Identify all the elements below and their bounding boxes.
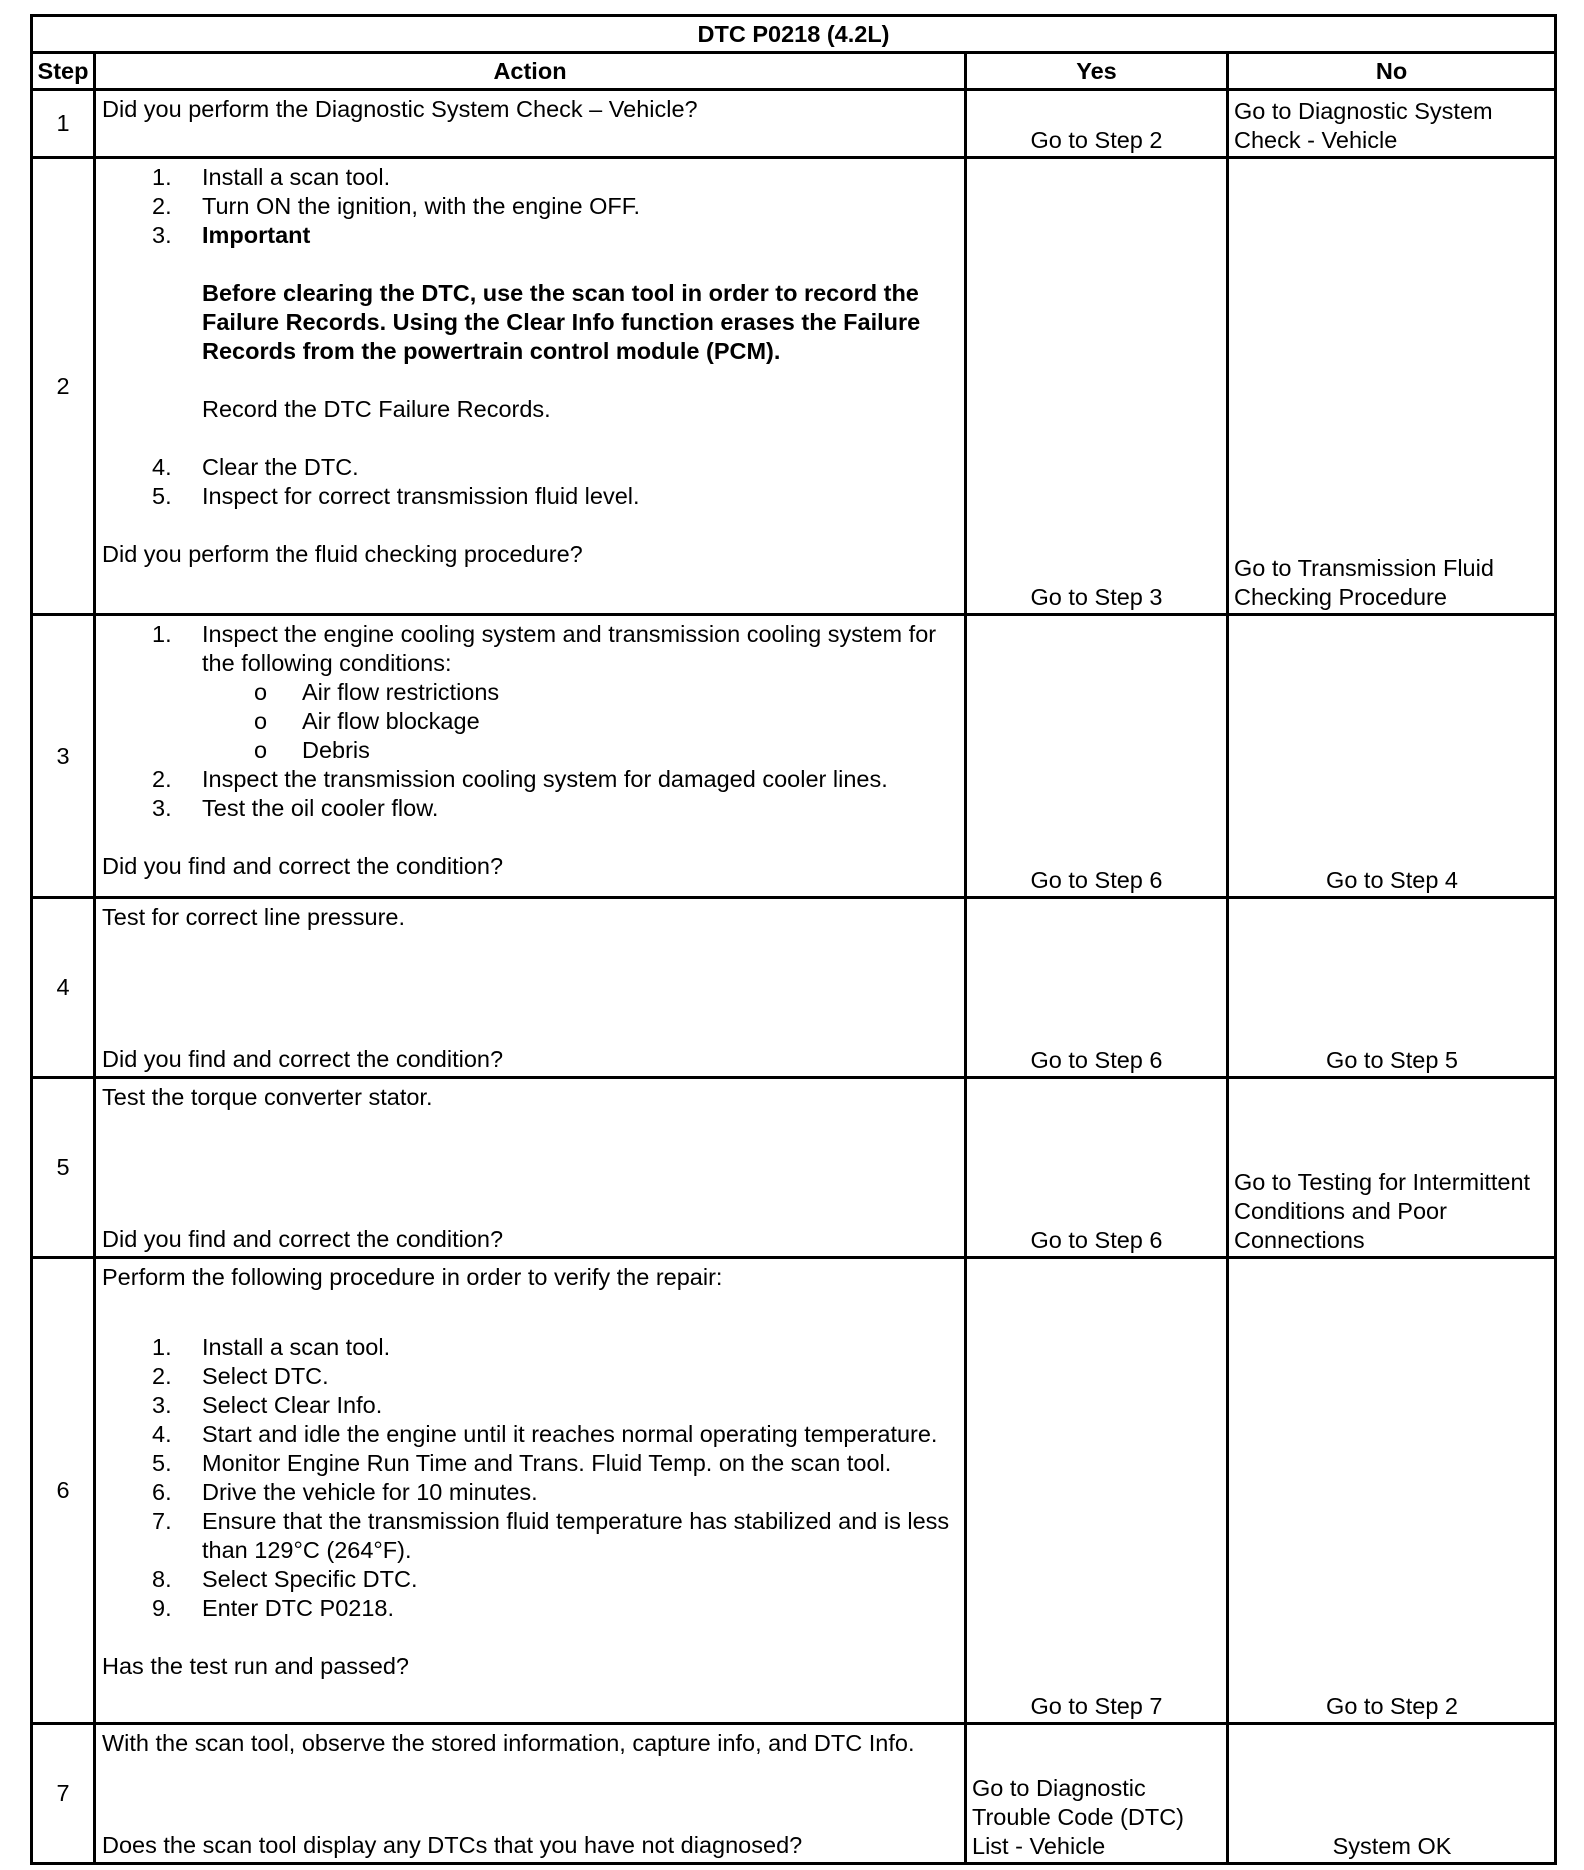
item-number: 3. <box>152 1392 172 1418</box>
yes-cell: Go to Step 7 <box>966 1258 1228 1724</box>
action-cell <box>95 158 966 615</box>
yes-cell: Go to Step 3 <box>966 158 1228 615</box>
table-row <box>32 1078 1556 1258</box>
list-item <box>202 736 958 765</box>
item-text: Debris <box>302 737 370 763</box>
yes-cell: Go to Step 6 <box>966 898 1228 1078</box>
list-item <box>102 1507 958 1565</box>
list-item <box>102 1565 958 1594</box>
action-text: Test the torque converter stator. <box>102 1084 433 1110</box>
action-cell <box>95 1078 966 1258</box>
yes-cell: Go to Step 6 <box>966 1078 1228 1258</box>
item-text: Select Clear Info. <box>202 1392 383 1418</box>
yes-cell: Go to Step 6 <box>966 615 1228 898</box>
list-item <box>102 221 958 453</box>
item-number: 3. <box>152 222 172 248</box>
list-item <box>102 1333 958 1362</box>
item-number: 4. <box>152 1421 172 1447</box>
item-text: Select DTC. <box>202 1363 329 1389</box>
question-text: Did you perform the Diagnostic System Check – Vehicle? <box>102 96 698 122</box>
item-text: Air flow blockage <box>302 708 480 734</box>
item-text: Test the oil cooler flow. <box>202 795 439 821</box>
no-cell: Go to Step 2 <box>1228 1258 1556 1724</box>
list-item <box>102 765 958 794</box>
item-number: 8. <box>152 1566 172 1592</box>
condition-list <box>202 678 958 765</box>
table-row <box>32 90 1556 158</box>
no-cell: Go to Step 5 <box>1228 898 1556 1078</box>
no-cell: Go to Diagnostic System Check - Vehicle <box>1228 90 1556 158</box>
item-text: Install a scan tool. <box>202 1334 391 1360</box>
question-text: Did you find and correct the condition? <box>102 853 504 879</box>
item-number: 5. <box>152 483 172 509</box>
list-item <box>202 707 958 736</box>
action-text: Perform the following procedure in order to verify the repair: <box>102 1264 723 1290</box>
step-number: 1 <box>32 90 95 158</box>
item-text: Start and idle the engine until it reaches normal operating temperature. <box>202 1421 938 1447</box>
item-number: 5. <box>152 1450 172 1476</box>
step-number: 3 <box>32 615 95 898</box>
list-item <box>102 1478 958 1507</box>
no-cell: System OK <box>1228 1724 1556 1864</box>
action-list <box>102 620 958 678</box>
item-number: 6. <box>152 1479 172 1505</box>
item-number: 2. <box>152 766 172 792</box>
step-number: 4 <box>32 898 95 1078</box>
action-list <box>102 163 958 511</box>
item-number: 9. <box>152 1595 172 1621</box>
yes-cell: Go to Step 2 <box>966 90 1228 158</box>
list-item <box>202 678 958 707</box>
header-action: Action <box>95 53 966 90</box>
item-text: Monitor Engine Run Time and Trans. Fluid Temp. on the scan tool. <box>202 1450 892 1476</box>
list-item <box>102 794 958 823</box>
question-text: Does the scan tool display any DTCs that you have not diagnosed? <box>102 1832 803 1858</box>
important-note: Before clearing the DTC, use the scan tool in order to record the Failure Records. Using the Clear Info function erases the Failure Records from the powertrain control module (PCM). <box>202 280 921 364</box>
no-cell: Go to Transmission Fluid Checking Procedure <box>1228 158 1556 615</box>
question-text: Did you find and correct the condition? <box>102 1226 504 1252</box>
item-text: Turn ON the ignition, with the engine OFF. <box>202 193 641 219</box>
step-number: 5 <box>32 1078 95 1258</box>
list-item <box>102 1362 958 1391</box>
question-text: Did you find and correct the condition? <box>102 1046 504 1072</box>
bullet: o <box>254 708 268 734</box>
header-no: No <box>1228 53 1556 90</box>
item-number: 2. <box>152 193 172 219</box>
action-cell <box>95 90 966 158</box>
item-text: Enter DTC P0218. <box>202 1595 395 1621</box>
item-number: 1. <box>152 1334 172 1360</box>
item-text: Install a scan tool. <box>202 164 391 190</box>
header-step: Step <box>32 53 95 90</box>
list-item <box>102 482 958 511</box>
list-item <box>102 163 958 192</box>
list-item <box>102 1449 958 1478</box>
step-number: 2 <box>32 158 95 615</box>
list-item <box>102 1594 958 1623</box>
item-text: Ensure that the transmission fluid temperature has stabilized and is less than 129°C (264°F). <box>202 1508 950 1563</box>
action-text: Test for correct line pressure. <box>102 904 405 930</box>
list-item <box>102 620 958 678</box>
item-number: 4. <box>152 454 172 480</box>
table-row <box>32 1724 1556 1864</box>
no-cell: Go to Step 4 <box>1228 615 1556 898</box>
record-text: Record the DTC Failure Records. <box>202 396 551 422</box>
item-text: Inspect the engine cooling system and transmission cooling system for the following conditions: <box>202 621 937 676</box>
item-number: 3. <box>152 795 172 821</box>
action-cell <box>95 615 966 898</box>
item-number: 2. <box>152 1363 172 1389</box>
list-item <box>102 453 958 482</box>
action-list <box>102 765 958 823</box>
item-text: Clear the DTC. <box>202 454 359 480</box>
item-text: Select Specific DTC. <box>202 1566 418 1592</box>
bullet: o <box>254 737 268 763</box>
item-text: Inspect the transmission cooling system for damaged cooler lines. <box>202 766 888 792</box>
table-row <box>32 898 1556 1078</box>
table-row <box>32 1258 1556 1724</box>
table-row <box>32 615 1556 898</box>
action-cell <box>95 1724 966 1864</box>
table-title: DTC P0218 (4.2L) <box>32 16 1556 53</box>
step-number: 6 <box>32 1258 95 1724</box>
list-item <box>102 1420 958 1449</box>
item-text: Air flow restrictions <box>302 679 500 705</box>
yes-cell: Go to Diagnostic Trouble Code (DTC) List - Vehicle <box>966 1724 1228 1864</box>
important-label: Important <box>202 222 311 248</box>
action-cell <box>95 898 966 1078</box>
item-number: 7. <box>152 1508 172 1534</box>
item-text: Inspect for correct transmission fluid level. <box>202 483 640 509</box>
question-text: Has the test run and passed? <box>102 1653 410 1679</box>
table-row <box>32 158 1556 615</box>
item-text: Drive the vehicle for 10 minutes. <box>202 1479 538 1505</box>
step-number: 7 <box>32 1724 95 1864</box>
item-number: 1. <box>152 164 172 190</box>
list-item <box>102 192 958 221</box>
question-text: Did you perform the fluid checking procedure? <box>102 541 583 567</box>
header-yes: Yes <box>966 53 1228 90</box>
bullet: o <box>254 679 268 705</box>
no-cell: Go to Testing for Intermittent Conditions and Poor Connections <box>1228 1078 1556 1258</box>
action-list <box>102 1333 958 1623</box>
action-cell <box>95 1258 966 1724</box>
dtc-table <box>30 14 1557 1865</box>
action-text: With the scan tool, observe the stored information, capture info, and DTC Info. <box>102 1730 915 1756</box>
item-number: 1. <box>152 621 172 647</box>
list-item <box>102 1391 958 1420</box>
